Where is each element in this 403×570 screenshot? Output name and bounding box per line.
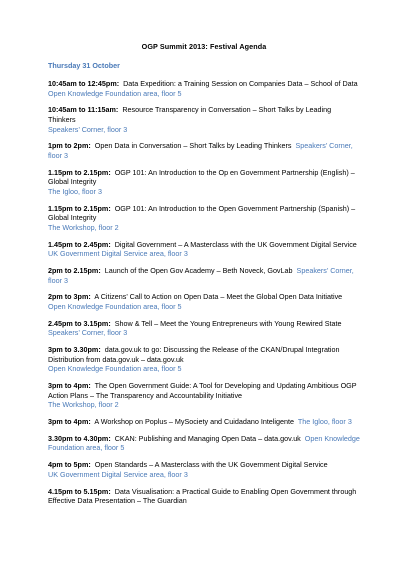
agenda-item <box>48 417 360 427</box>
agenda-item <box>48 204 360 233</box>
session-venue: UK Government Digital Service area, floor 3 <box>48 469 188 479</box>
session-time: 3pm to 4pm: <box>48 381 91 391</box>
session-time: 1.15pm to 2.15pm: <box>48 203 111 213</box>
session-venue: Open Knowledge Foundation area, floor 5 <box>48 364 182 374</box>
session-time: 10:45am to 12:45pm: <box>48 79 120 88</box>
session-venue: Open Knowledge Foundation area, floor 5 <box>48 302 182 311</box>
session-time: 4pm to 5pm: <box>48 460 91 470</box>
session-description: Launch of the Open Gov Academy – Beth Noveck, GovLab <box>104 266 293 276</box>
session-time: 3.30pm to 4.30pm: <box>48 433 111 443</box>
session-time: 4.15pm to 5.15pm: <box>48 486 111 496</box>
agenda-item <box>48 141 360 160</box>
session-time: 3pm to 3.30pm: <box>48 345 101 355</box>
session-description: Digital Government – A Masterclass with the UK Government Digital Service <box>114 239 357 249</box>
session-time: 1.45pm to 2.45pm: <box>48 239 111 249</box>
agenda-page <box>48 42 360 513</box>
session-venue: Open Knowledge Foundation area, floor 5 <box>48 88 182 98</box>
agenda-item <box>48 319 360 338</box>
session-venue: Open Knowledge Foundation area, floor 5 <box>48 433 360 453</box>
session-venue: The Igloo, floor 3 <box>48 186 102 196</box>
session-description: CKAN: Publishing and Managing Open Data – data.gov.uk <box>114 433 301 443</box>
agenda-item <box>48 266 360 285</box>
agenda-item <box>48 105 360 134</box>
session-time: 10:45am to 11:15am: <box>48 105 119 115</box>
session-time: 1pm to 2pm: <box>48 141 91 151</box>
session-venue: Speakers’ Corner, floor 3 <box>48 124 128 134</box>
agenda-item <box>48 460 360 479</box>
session-description: Data Expedition: a Training Session on Companies Data – School of Data <box>123 79 358 88</box>
agenda-item <box>48 292 360 311</box>
agenda-item <box>48 381 360 410</box>
session-description: A Citizens’ Call to Action on Open Data – Meet the Global Open Data Initiative <box>94 292 343 302</box>
session-venue: Speakers’ Corner, floor 3 <box>48 328 128 338</box>
session-description: A Workshop on Poplus – MySociety and Cuidadano Inteligente <box>94 417 294 427</box>
session-description: OGP 101: An Introduction to the Open Government Partnership (Spanish) – Global Integrity <box>48 203 356 223</box>
agenda-item <box>48 79 360 98</box>
session-venue: Speakers’ Corner, floor 3 <box>48 266 354 285</box>
session-description: The Open Government Guide: A Tool for Developing and Updating Ambitious OGP Action Plans – The Transparency and Accountability Initiative <box>48 381 357 400</box>
session-description: data.gov.uk to go: Discussing the Release of the CKAN/Drupal Integration Distribution from data.gov.uk – data.gov.uk <box>48 345 340 364</box>
session-venue: UK Government Digital Service area, floor 3 <box>48 249 188 259</box>
session-description: Show & Tell – Meet the Young Entrepreneurs with Young Rewired State <box>114 318 342 328</box>
session-description: OGP 101: An Introduction to the Op en Government Partnership (English) – Global Integrity <box>48 167 355 187</box>
session-venue: The Workshop, floor 2 <box>48 222 119 232</box>
page-title: OGP Summit 2013: Festival Agenda <box>141 42 267 51</box>
session-time: 1.15pm to 2.15pm: <box>48 167 111 177</box>
session-venue: The Workshop, floor 2 <box>48 400 119 410</box>
session-description: Resource Transparency in Conversation – Short Talks by Leading Thinkers <box>48 105 332 124</box>
session-venue: The Igloo, floor 3 <box>297 417 352 427</box>
session-time: 2pm to 2.15pm: <box>48 266 101 276</box>
session-description: Open Standards – A Masterclass with the UK Government Digital Service <box>94 460 328 470</box>
session-time: 2pm to 3pm: <box>48 292 91 302</box>
agenda-item <box>48 487 360 506</box>
agenda-item <box>48 345 360 374</box>
session-time: 3pm to 4pm: <box>48 417 91 427</box>
session-venue: Speakers’ Corner, floor 3 <box>48 141 353 160</box>
agenda-item <box>48 240 360 259</box>
session-time: 2.45pm to 3.15pm: <box>48 318 111 328</box>
session-description: Data Visualisation: a Practical Guide to Enabling Open Government through Effective Data Presentation – The Guardian <box>48 486 357 506</box>
session-description: Open Data in Conversation – Short Talks by Leading Thinkers <box>94 141 292 151</box>
agenda-item <box>48 434 360 453</box>
agenda-item <box>48 168 360 197</box>
day-heading: Thursday 31 October <box>48 61 120 70</box>
